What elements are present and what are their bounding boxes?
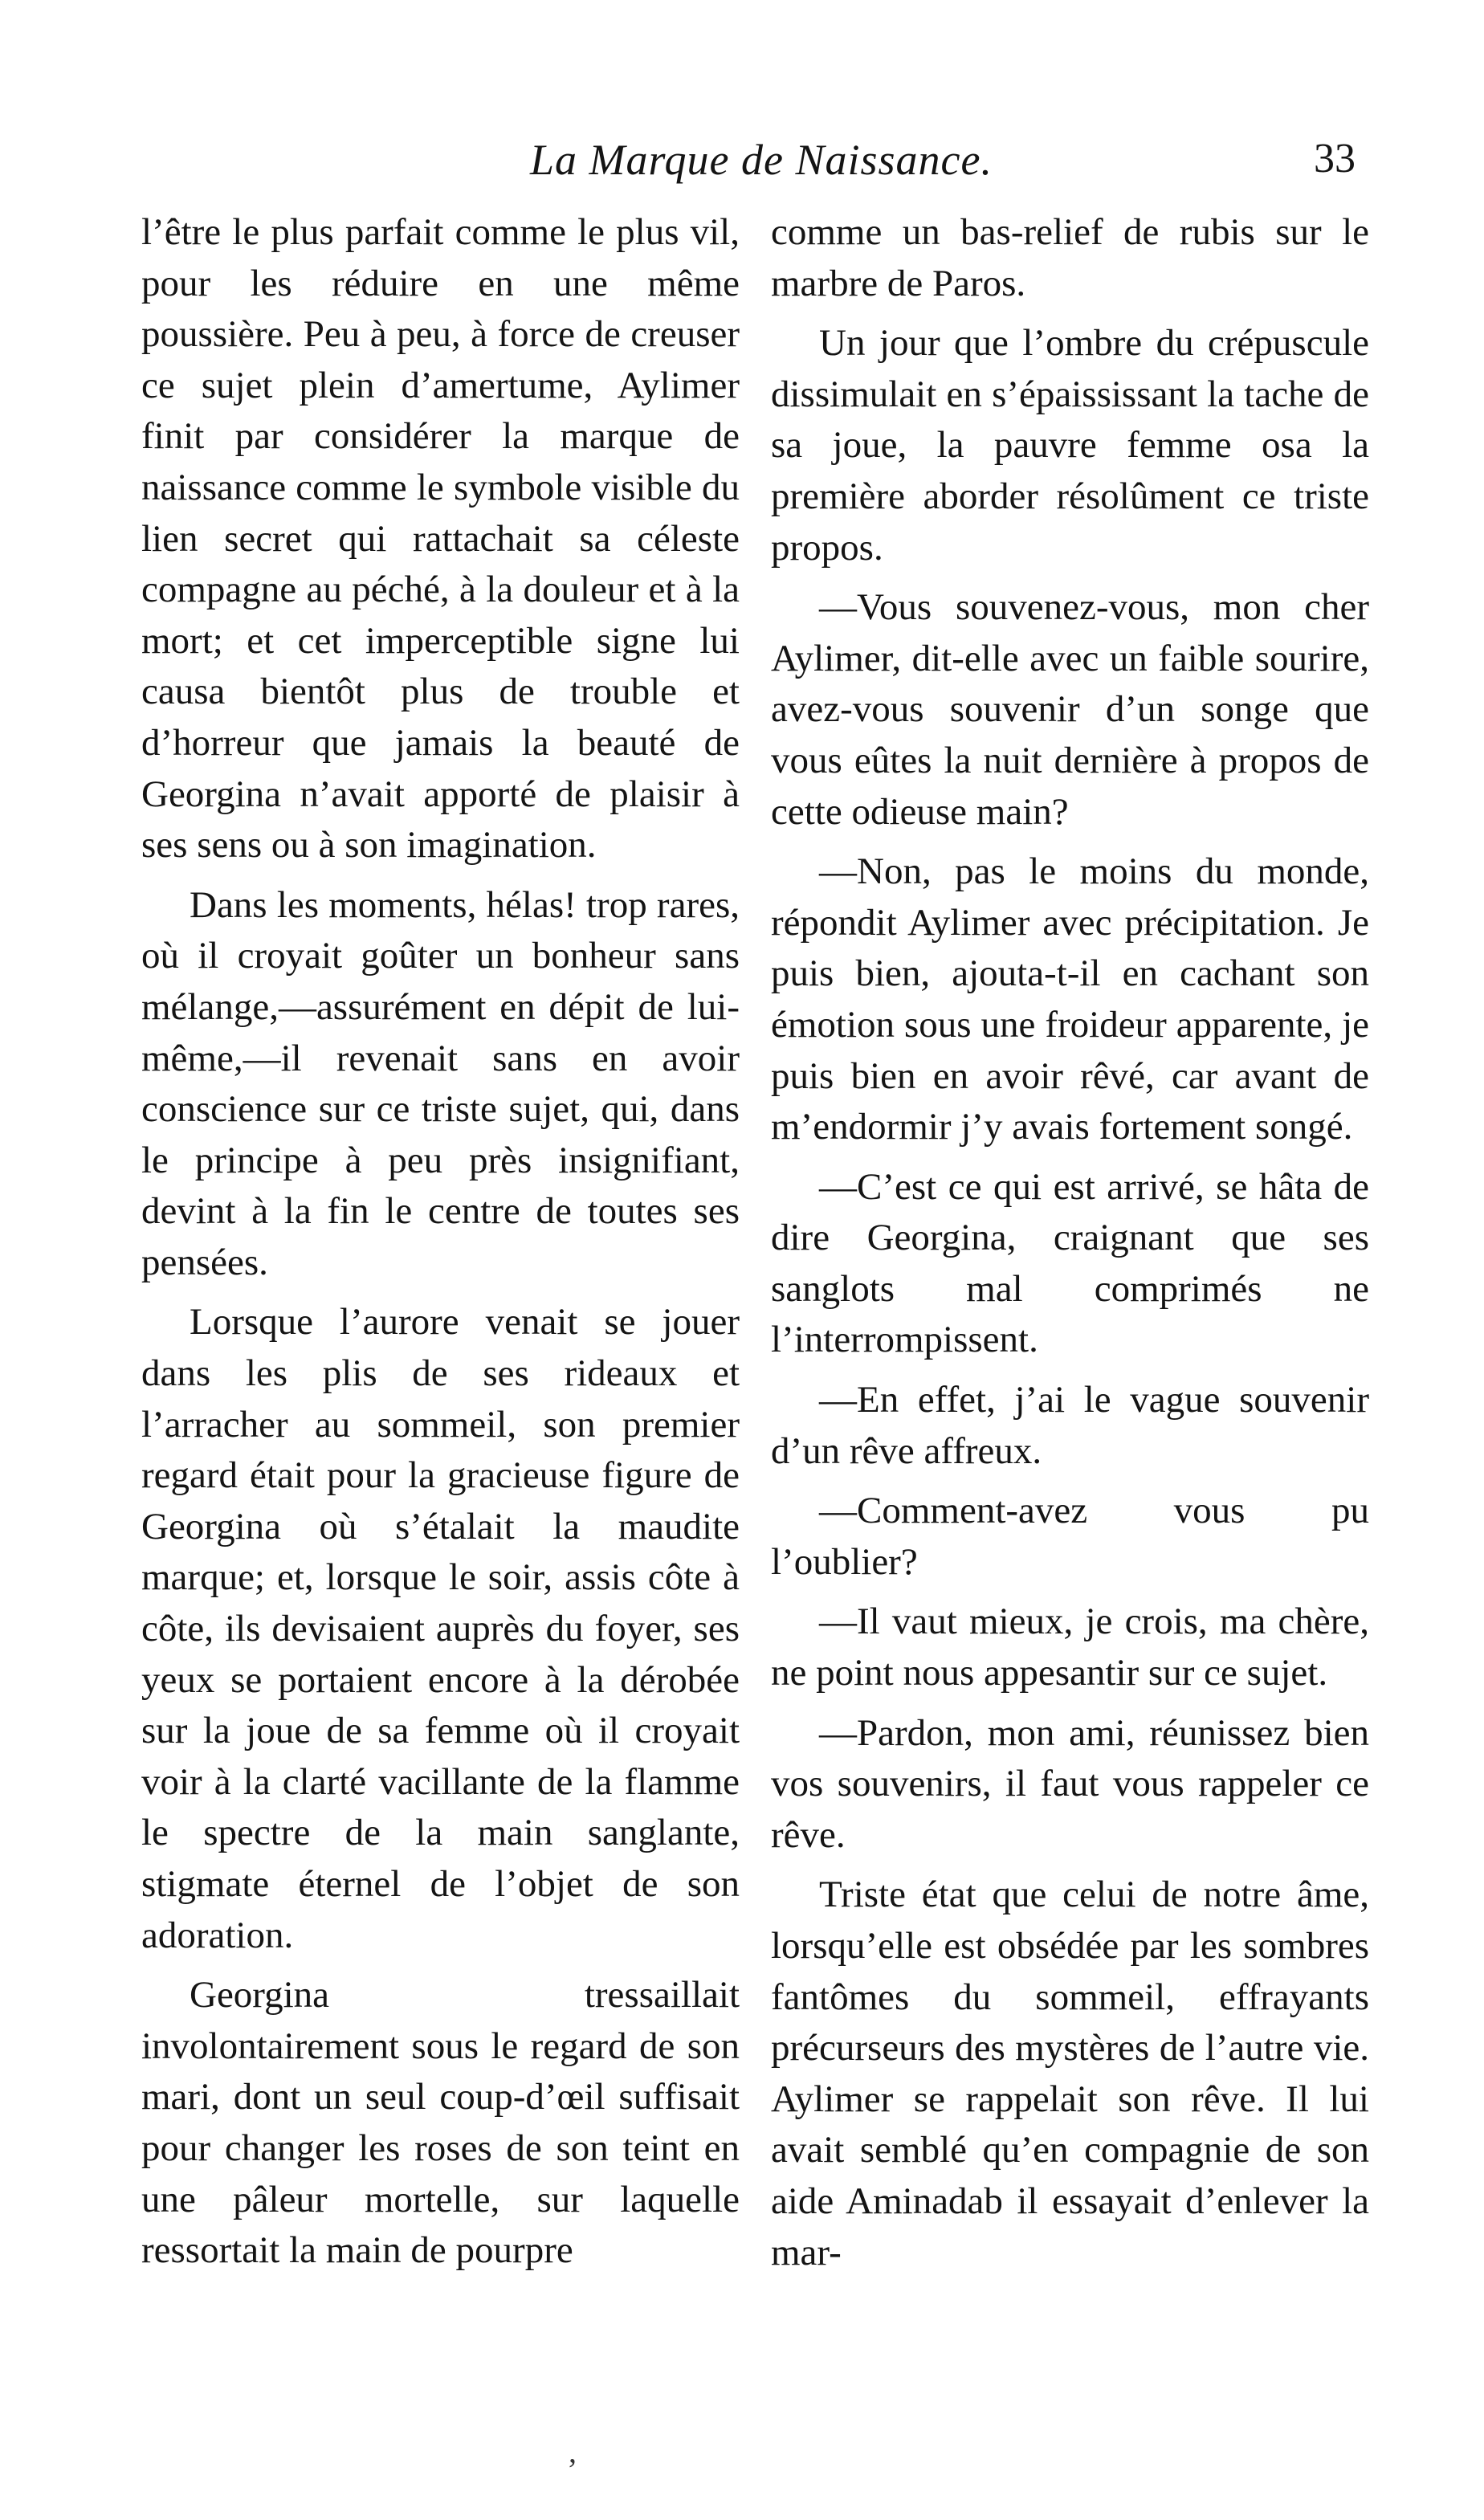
running-title: La Marque de Naissance. (530, 136, 993, 184)
paragraph: —Il vaut mieux, je crois, ma chère, ne point nous appesantir sur ce sujet. (771, 1600, 1369, 1694)
page-number: 33 (1314, 136, 1356, 181)
paragraph: Un jour que l’ombre du crépuscule dissimulait en s’épaississant la tache de sa joue, la pauvre femme osa la première aborder résolûment ce triste propos. (771, 322, 1369, 569)
paragraph: —Comment-avez vous pu l’oublier? (771, 1490, 1369, 1583)
paragraph: —En effet, j’ai le vague souvenir d’un rêve affreux. (771, 1379, 1369, 1472)
paragraph: Lorsque l’aurore venait se jouer dans les plis de ses rideaux et l’arracher au sommeil, son premier regard était pour la gracieuse figure de Georgina où s’étalait la maudite marque; et, lorsque le soir, assis côte à côte, ils devisaient auprès du foyer, ses yeux se portaient encore à la dérobée sur la joue de sa femme où il croyait voir à la clarté vacillante de la flamme le spectre de la main sanglante, stigmate éternel de l’objet de son adoration. (141, 1301, 740, 1956)
paragraph: —Pardon, mon ami, réunissez bien vos souvenirs, il faut vous rappeler ce rêve. (771, 1711, 1369, 1856)
paragraph: —Non, pas le moins du monde, répondit Aylimer avec précipitation. Je puis bien, ajouta-t-il en cachant son émotion sous une froideur apparente, je puis bien en avoir rêvé, car avant de m’endormir j’y avais fortement songé. (771, 850, 1369, 1148)
right-column (771, 207, 1369, 2287)
print-speck: ʼ (567, 2452, 578, 2488)
paragraph: Triste état que celui de notre âme, lorsqu’elle est obsédée par les sombres fantômes du sommeil, effrayants précurseurs des mystères de l’autre vie. Aylimer se rappelait son rêve. Il lui avait semblé qu’en compagnie de son aide Aminadab il essayait d’enlever la mar- (771, 1874, 1369, 2273)
paragraph: l’être le plus parfait comme le plus vil, pour les réduire en une même poussière. Peu à peu, à force de creuser ce sujet plein d’amertume, Aylimer finit par considérer la marque de naissance comme le symbole visible du lien secret qui rattachait sa céleste compagne au péché, à la douleur et à la mort; et cet imperceptible signe lui causa bientôt plus de trouble et d’horreur que jamais la beauté de Georgina n’avait apporté de plaisir à ses sens ou à son imagination. (141, 211, 740, 867)
paragraph: Georgina tressaillait involontairement sous le regard de son mari, dont un seul coup-d’œil suffisait pour changer les roses de son teint en une pâleur mortelle, sur laquelle ressortait la main de pourpre (141, 1974, 740, 2272)
paragraph: Dans les moments, hélas! trop rares, où il croyait goûter un bonheur sans mélange,—assurément en dépit de lui-même,—il revenait sans en avoir conscience sur ce triste sujet, qui, dans le principe à peu près insignifiant, devint à la fin le centre de toutes ses pensées. (141, 883, 740, 1283)
paragraph: comme un bas-relief de rubis sur le marbre de Paros. (771, 211, 1369, 304)
paragraph: —C’est ce qui est arrivé, se hâta de dire Georgina, craignant que ses sanglots mal comprimés ne l’interrompissent. (771, 1165, 1369, 1361)
paragraph: —Vous souvenez-vous, mon cher Aylimer, dit-elle avec un faible sourire, avez-vous souvenir d’un songe que vous eûtes la nuit dernière à propos de cette odieuse main? (771, 586, 1369, 833)
left-column (141, 207, 740, 2286)
